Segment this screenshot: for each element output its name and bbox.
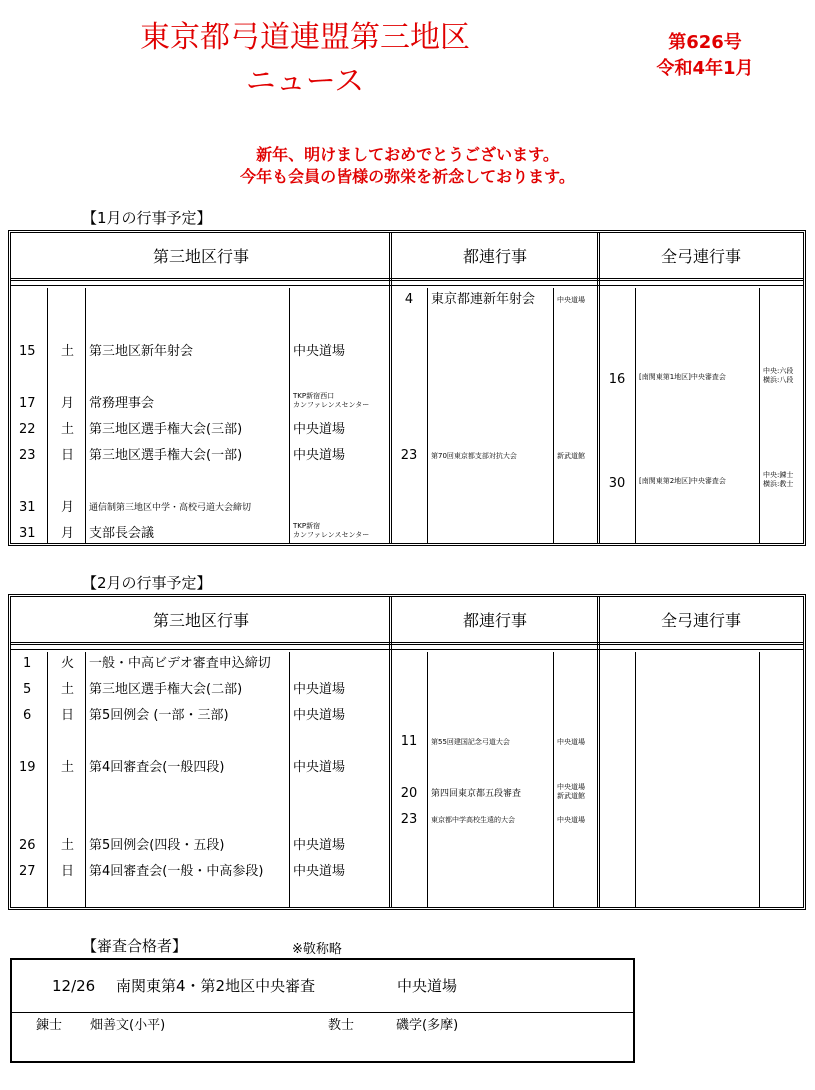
- feb-t-row-3-day: 23: [400, 812, 418, 827]
- exam-venue: 中央道場: [397, 977, 458, 995]
- feb-d-row-5-venue: 中央道場: [293, 838, 346, 853]
- jan-d-row-3-weekday: 土: [61, 422, 75, 437]
- jan-d-row-1-venue: 中央道場: [293, 344, 346, 359]
- jan-d-row-6-weekday: 月: [61, 526, 75, 541]
- jan-n-row-2-event: [南関東第2地区]中央審査会: [639, 477, 726, 485]
- jan-d-row-5-event: 通信制第三地区中学・高校弓道大会締切: [89, 503, 252, 513]
- feb-t-row-1-venue: 中央道場: [557, 738, 585, 746]
- feb-d-row-4-day: 19: [19, 760, 36, 775]
- feb-d-row-2-day: 5: [23, 682, 32, 697]
- jan-t-row-1-event: 東京都連新年射会: [431, 292, 536, 307]
- feb-d-row-2-event: 第三地区選手権大会(二部): [89, 682, 243, 697]
- february-header-national: 全弓連行事: [599, 597, 803, 645]
- jan-d-row-4-venue: 中央道場: [293, 448, 346, 463]
- exam-date: 12/26: [52, 977, 96, 995]
- jan-d-row-5-day: 31: [19, 500, 36, 515]
- jan-n-row-1-day: 16: [608, 372, 626, 387]
- title-line-2: ニュース: [245, 64, 365, 99]
- honorific-note: ※敬称略: [292, 942, 342, 957]
- jan-t-row-1-venue: 中央道場: [557, 296, 585, 304]
- feb-t-row-1-event: 第55回建国記念弓道大会: [431, 738, 510, 746]
- jan-d-row-6-venue: TKP新宿 カンファレンスセンター: [293, 522, 370, 539]
- feb-d-row-3-day: 6: [23, 708, 32, 723]
- exam-results-box: [10, 958, 635, 1063]
- feb-d-row-5-weekday: 土: [61, 838, 75, 853]
- exam-name: 南関東第4・第2地区中央審査: [116, 977, 316, 995]
- feb-d-row-6-weekday: 日: [61, 864, 75, 879]
- feb-t-row-2-venue: 中央道場 新武道館: [557, 783, 585, 800]
- jan-d-row-1-weekday: 土: [61, 344, 75, 359]
- jan-d-row-2-venue: TKP新宿西口 カンファレンスセンター: [293, 392, 370, 409]
- feb-d-row-6-day: 27: [19, 864, 36, 879]
- february-schedule-table: [8, 594, 806, 910]
- jan-d-row-2-event: 常務理事会: [89, 396, 155, 411]
- jan-n-row-1-venue: 中央:六段 横浜:八段: [763, 367, 794, 384]
- feb-d-row-6-event: 第4回審査会(一般・中高参段): [89, 864, 264, 879]
- feb-d-row-2-weekday: 土: [61, 682, 75, 697]
- feb-d-row-3-venue: 中央道場: [293, 708, 346, 723]
- january-header-national: 全弓連行事: [599, 233, 803, 281]
- february-header-tokyo: 都連行事: [391, 597, 599, 645]
- feb-d-row-3-event: 第5回例会 (一部・三部): [89, 708, 229, 723]
- jan-d-row-2-weekday: 月: [61, 396, 75, 411]
- jan-n-row-2-venue: 中央:錬士 横浜:教士: [763, 471, 794, 488]
- feb-d-row-4-weekday: 土: [61, 760, 75, 775]
- jan-d-row-5-weekday: 月: [61, 500, 75, 515]
- jan-t-row-2-event: 第70回東京都支部対抗大会: [431, 452, 517, 460]
- greeting-line-2: 今年も会員の皆様の弥栄を祈念しております。: [240, 167, 575, 186]
- issue-number: 第626号: [668, 32, 742, 53]
- jan-t-row-2-venue: 新武道館: [557, 452, 585, 460]
- feb-t-row-2-day: 20: [400, 786, 418, 801]
- feb-d-row-1-event: 一般・中高ビデオ審査申込締切: [89, 656, 271, 671]
- new-year-greeting: [100, 144, 715, 188]
- feb-d-row-5-event: 第5回例会(四段・五段): [89, 838, 225, 853]
- feb-d-row-5-day: 26: [19, 838, 36, 853]
- title-line-1: 東京都弓道連盟第三地区: [140, 20, 470, 55]
- feb-d-row-2-venue: 中央道場: [293, 682, 346, 697]
- jan-d-row-4-weekday: 日: [61, 448, 75, 463]
- passer-1-rank: 錬士: [36, 1018, 63, 1033]
- jan-d-row-2-day: 17: [19, 396, 36, 411]
- issue-date: 令和4年1月: [656, 58, 754, 79]
- feb-d-row-4-event: 第4回審査会(一般四段): [89, 760, 225, 775]
- jan-d-row-6-day: 31: [19, 526, 36, 541]
- jan-t-row-2-day: 23: [400, 448, 418, 463]
- jan-d-row-4-event: 第三地区選手権大会(一部): [89, 448, 243, 463]
- jan-d-row-3-venue: 中央道場: [293, 422, 346, 437]
- feb-d-row-1-day: 1: [23, 656, 32, 671]
- greeting-line-1: 新年、明けましておめでとうございます。: [256, 145, 559, 164]
- jan-t-row-1-day: 4: [404, 292, 414, 307]
- january-heading: 【1月の行事予定】: [82, 209, 212, 227]
- january-header-tokyo: 都連行事: [391, 233, 599, 281]
- passer-2-name: 磯学(多摩): [396, 1018, 459, 1033]
- feb-d-row-3-weekday: 日: [61, 708, 75, 723]
- feb-t-row-3-venue: 中央道場: [557, 816, 585, 824]
- issue-info: [630, 30, 780, 82]
- feb-d-row-4-venue: 中央道場: [293, 760, 346, 775]
- jan-d-row-6-event: 支部長会議: [89, 526, 155, 541]
- february-header-district: 第三地区行事: [11, 597, 391, 645]
- passer-2-rank: 教士: [328, 1018, 355, 1033]
- jan-d-row-3-event: 第三地区選手権大会(三部): [89, 422, 243, 437]
- feb-d-row-1-weekday: 火: [61, 656, 75, 671]
- february-heading: 【2月の行事予定】: [82, 574, 212, 592]
- feb-d-row-6-venue: 中央道場: [293, 864, 346, 879]
- jan-d-row-3-day: 22: [19, 422, 36, 437]
- jan-d-row-4-day: 23: [19, 448, 36, 463]
- jan-n-row-1-event: [南関東第1地区]中央審査会: [639, 373, 726, 381]
- feb-t-row-2-event: 第四回東京都五段審査: [431, 789, 522, 799]
- jan-n-row-2-day: 30: [608, 476, 626, 491]
- feb-t-row-1-day: 11: [400, 734, 418, 749]
- passer-1-name: 畑善文(小平): [90, 1018, 166, 1033]
- jan-d-row-1-event: 第三地区新年射会: [89, 344, 194, 359]
- jan-d-row-1-day: 15: [19, 344, 36, 359]
- january-schedule-table: [8, 230, 806, 546]
- results-heading: 【審査合格者】: [82, 937, 188, 955]
- feb-t-row-3-event: 東京都中学高校生遠的大会: [431, 816, 515, 824]
- january-header-district: 第三地区行事: [11, 233, 391, 281]
- newsletter-title: [60, 20, 550, 100]
